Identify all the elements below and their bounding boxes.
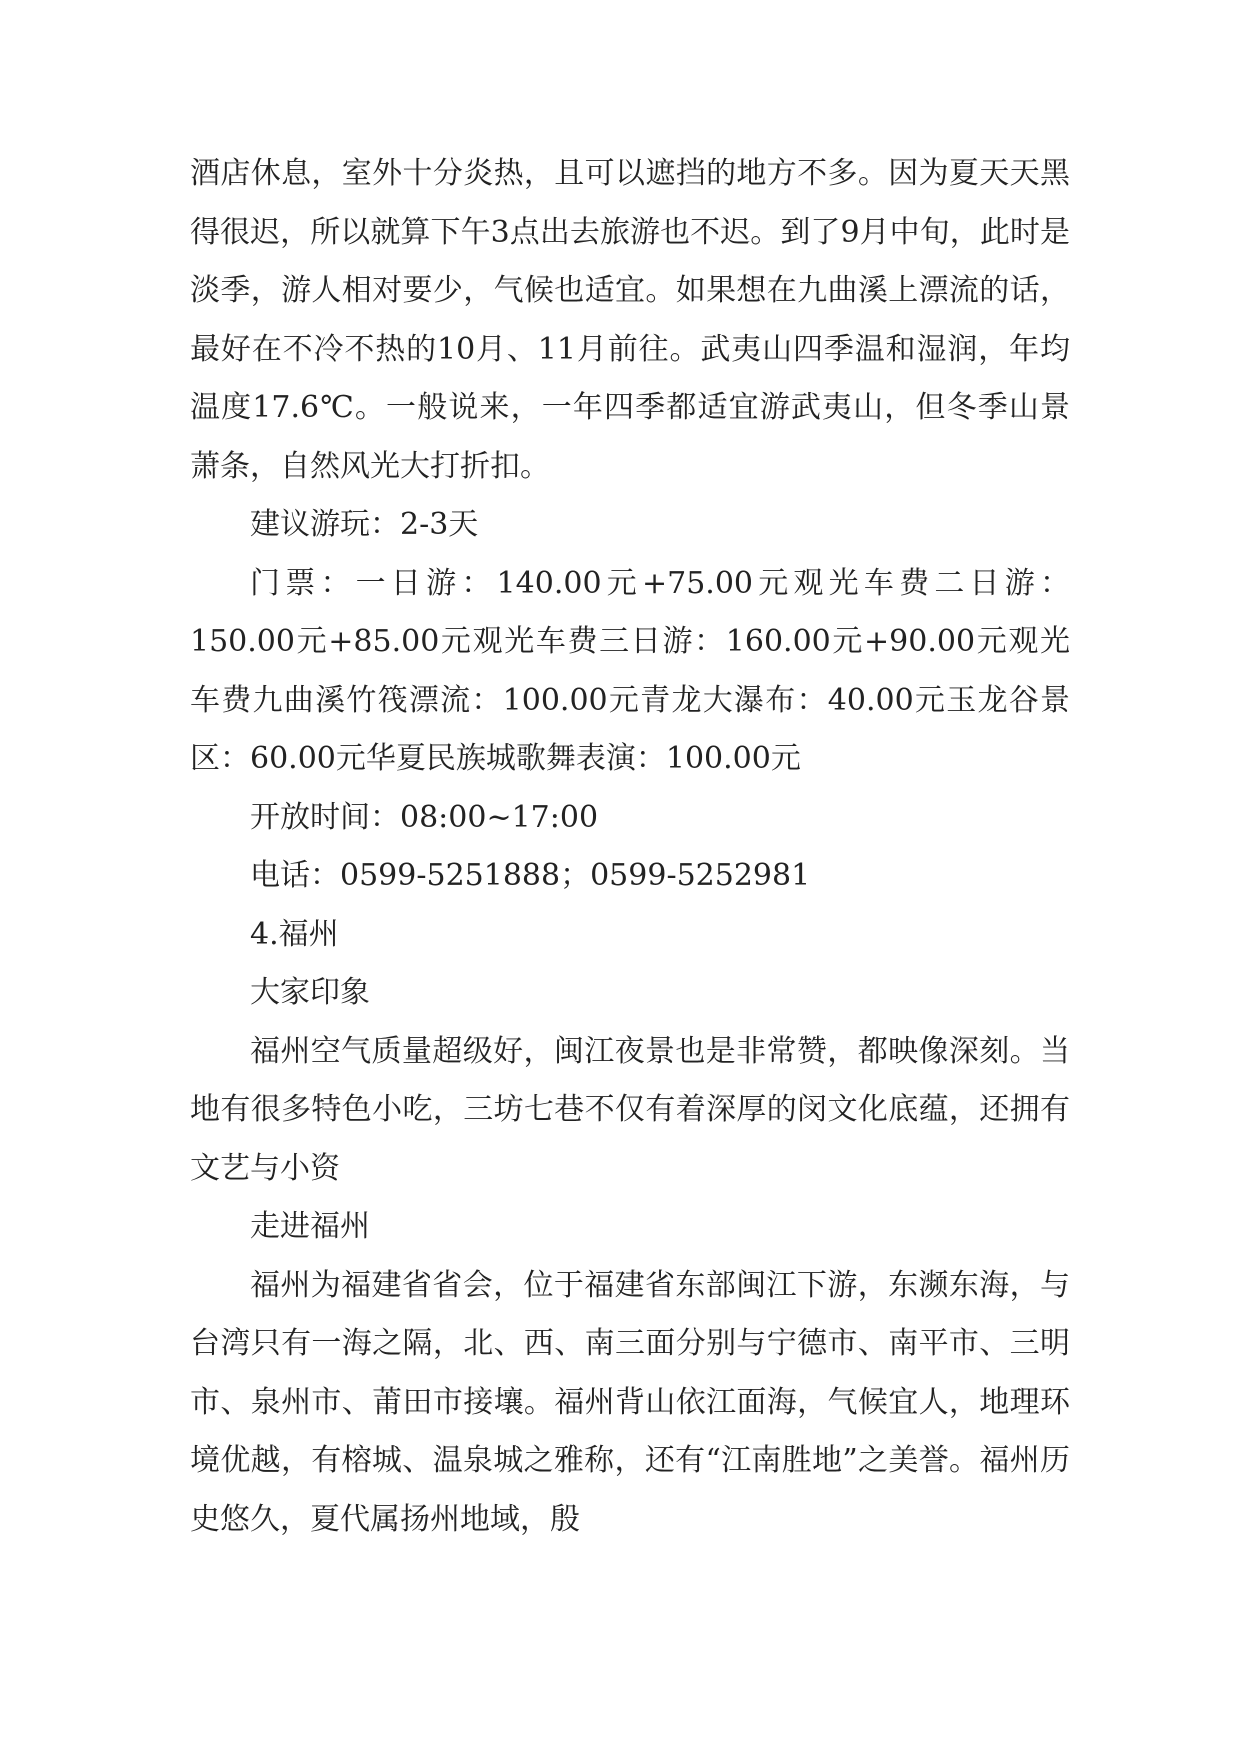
paragraph-fuzhou-intro: 福州为福建省省会，位于福建省东部闽江下游，东濒东海，与台湾只有一海之隔，北、西、南三面分别与宁德市、南平市、三明市、泉州市、莆田市接壤。福州背山依江面海，气候宜人，地理环境优越，有榕城、温泉城之雅称，还有“江南胜地”之美誉。福州历史悠久，夏代属扬州地域，殷 — [190, 1267, 1070, 1537]
paragraph-phone: 电话：0599-5251888；0599-5252981 — [250, 858, 811, 893]
document-page — [190, 145, 1070, 1549]
paragraph-suggested-duration: 建议游玩：2-3天 — [250, 507, 479, 542]
section-heading-fuzhou: 4.福州 — [250, 916, 339, 952]
paragraph-tickets: 门票：一日游：140.00元+75.00元观光车费二日游：150.00元+85.00元观光车费三日游：160.00元+90.00元观光车费九曲溪竹筏漂流：100.00元青龙大瀑布：40.00元玉龙谷景区：60.00元华夏民族城歌舞表演：100.00元 — [190, 565, 1070, 776]
paragraph-climate: 酒店休息，室外十分炎热，且可以遮挡的地方不多。因为夏天天黑得很迟，所以就算下午3点出去旅游也不迟。到了9月中旬，此时是淡季，游人相对要少，气候也适宜。如果想在九曲溪上漂流的话，最好在不冷不热的10月、11月前往。武夷山四季温和湿润，年均温度17.6℃。一般说来，一年四季都适宜游武夷山，但冬季山景萧条，自然风光大打折扣。 — [190, 156, 1070, 484]
subheading-impression: 大家印象 — [250, 975, 370, 1010]
paragraph-impression: 福州空气质量超级好，闽江夜景也是非常赞，都映像深刻。当地有很多特色小吃，三坊七巷不仅有着深厚的闵文化底蕴，还拥有文艺与小资 — [190, 1033, 1070, 1186]
subheading-enter-fuzhou: 走进福州 — [250, 1209, 370, 1244]
paragraph-opening-hours: 开放时间：08:00~17:00 — [250, 799, 599, 835]
